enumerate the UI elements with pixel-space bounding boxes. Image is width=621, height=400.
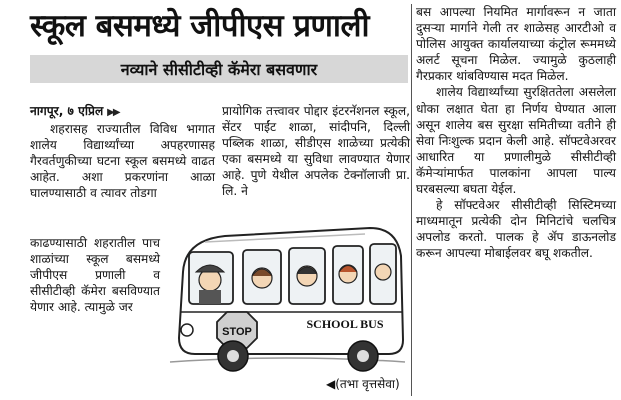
column-divider: [411, 4, 412, 396]
stop-sign-label: STOP: [222, 326, 252, 338]
column-1-continued-text: काढण्यासाठी शहरातील पाच शाळांच्या स्कूल बसमध्ये जीपीएस प्रणाली व सीसीटीव्ही कॅमेरा बसविण्यात येणार आहे. त्यामुळे जर: [30, 236, 160, 315]
school-bus-label: SCHOOL BUS: [306, 317, 384, 331]
column-3-paragraph-3: हे सॉफ्टवेअर सीसीटीव्ही सिस्टिमच्या माध्यमातून प्रत्येकी दोन मिनिटांचे चलचित्र अपलोड करतो. पालक हे ॲप डाऊनलोड करून आपल्या मोबाईलवर बघू शकतील.: [416, 198, 616, 261]
column-2-text: प्रायोगिक तत्त्वावर पोद्दार इंटरनॅशनल स्कूल, सेंटर पाईंट शाळा, सांदीपनि, दिल्ली पब्लिक शाळा, सीडीएस शाळेच्या प्रत्येकी एका बसमध्ये या सुविधा लावण्यात येणार आहे. पुणे येथील अपलेक टेक्नॉलाजी प्रा. लि. ने: [222, 104, 410, 199]
column-1-text: शहरासह राज्यातील विविध भागात शालेय विद्यार्थ्यांच्या अपहरणासह गैरवर्तणुकीच्या घटना स्कूल बसमध्ये वाढत आहेत. अशा प्रकरणांना आळा घालण्यासाठी व त्यावर तोडगा: [30, 122, 215, 201]
column-3-paragraph-1: बस आपल्या नियमित मार्गावरून न जाता दुसऱ्या मार्गाने गेली तर शाळेसह आरटीओ व पोलिस आयुक्त कार्यालयाच्या कंट्रोल रूममध्ये अलर्ट सूचना मिळेल. ज्यामुळे कुठलाही गैरप्रकार थांबविण्यास मदत मिळेल.: [416, 5, 616, 84]
subheadline: नव्याने सीसीटीव्ही कॅमेरा बसवणार: [120, 60, 318, 79]
credit-arrow-icon: ◀: [326, 377, 336, 391]
credit-text: (तभा वृत्तसेवा): [335, 377, 400, 391]
dateline: नागपूर, ७ एप्रिल: [30, 104, 104, 118]
news-credit: [326, 375, 400, 392]
subheadline-bar: [30, 55, 408, 83]
article-column-3: [416, 4, 616, 262]
column-3-paragraph-2: शालेय विद्यार्थ्यांच्या सुरक्षिततेला असलेला धोका लक्षात घेता हा निर्णय घेण्यात आला असून शालेय बस सुरक्षा समितीच्या वतीने ही सेवा निःशुल्क प्रदान केली आहे. सॉफ्टवेअरवर आधारित या प्रणालीमुळे सीसीटीव्ही कॅमेऱ्यांमार्फत पालकांना आपला पाल्य घरबसल्या बघता येईल.: [416, 85, 616, 197]
article-column-1: [30, 103, 215, 202]
article-column-1-continued: [30, 235, 160, 315]
school-bus-illustration: [165, 212, 410, 372]
dateline-arrow-icon: ▶▶: [107, 107, 119, 118]
headline: स्कूल बसमध्ये जीपीएस प्रणाली: [30, 8, 369, 44]
article-column-2: [222, 103, 410, 200]
